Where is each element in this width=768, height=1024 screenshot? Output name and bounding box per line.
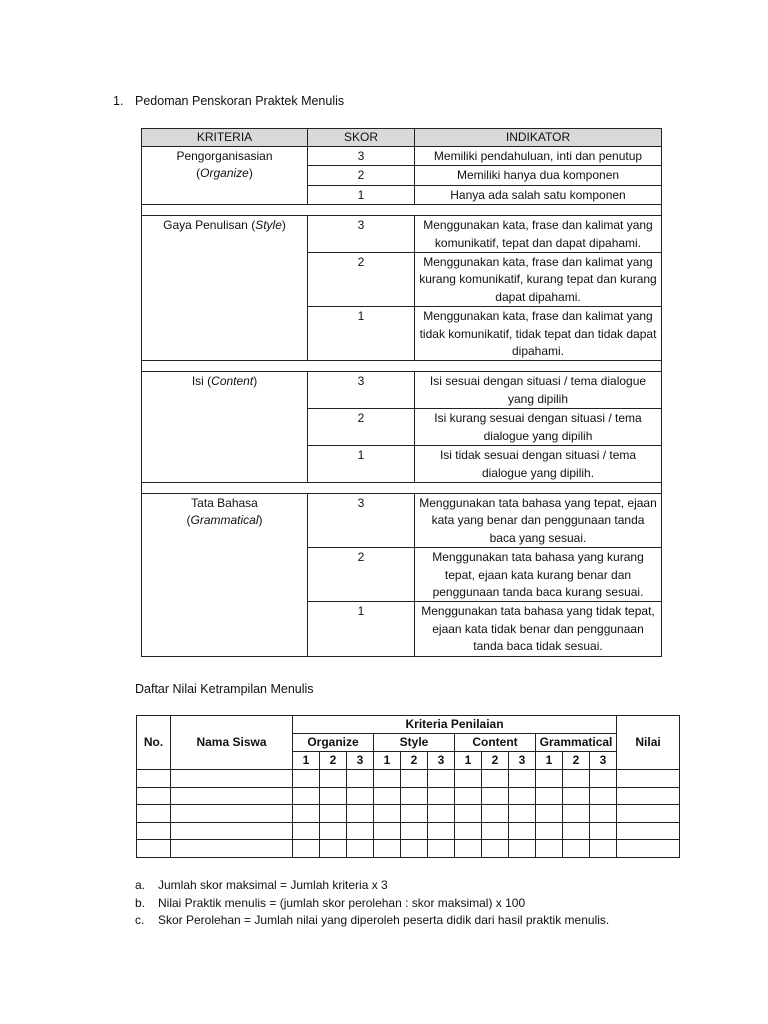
rubric-row [142, 493, 662, 547]
score-cell: 1 [308, 602, 415, 656]
indicator-cell: Menggunakan kata, frase dan kalimat yang komunikatif, tepat dan dapat dipahami. [415, 216, 662, 253]
empty-cell[interactable] [320, 770, 347, 788]
note-marker: c. [135, 913, 145, 927]
empty-cell[interactable] [428, 805, 455, 823]
score-cell: 3 [308, 493, 415, 547]
header-criterion: Content [455, 734, 536, 752]
empty-cell[interactable] [374, 770, 401, 788]
grades-table [136, 715, 680, 858]
empty-cell[interactable] [401, 787, 428, 805]
score-cell: 3 [308, 147, 415, 166]
criteria-name: Pengorganisasian [176, 149, 273, 163]
indicator-cell: Isi tidak sesuai dengan situasi / tema dialogue yang dipilih. [415, 446, 662, 483]
section-heading [113, 94, 344, 108]
empty-cell[interactable] [563, 840, 590, 858]
note-text: Jumlah skor maksimal = Jumlah kriteria x 3 [158, 878, 388, 892]
table-row [137, 787, 680, 805]
empty-cell[interactable] [137, 840, 171, 858]
empty-cell[interactable] [428, 770, 455, 788]
empty-cell[interactable] [137, 822, 171, 840]
notes-list [135, 877, 609, 930]
empty-cell[interactable] [374, 822, 401, 840]
empty-cell[interactable] [590, 770, 617, 788]
empty-cell[interactable] [171, 770, 293, 788]
empty-cell[interactable] [428, 787, 455, 805]
header-score-level: 1 [293, 752, 320, 770]
empty-cell[interactable] [455, 805, 482, 823]
rubric-header-row [142, 129, 662, 147]
empty-cell[interactable] [509, 840, 536, 858]
empty-cell[interactable] [590, 787, 617, 805]
empty-cell[interactable] [347, 770, 374, 788]
note-text: Skor Perolehan = Jumlah nilai yang diperoleh peserta didik dari hasil praktik menulis. [158, 913, 610, 927]
score-cell: 1 [308, 307, 415, 361]
spacer-cell [142, 205, 662, 216]
spacer-row [142, 482, 662, 493]
header-criterion: Grammatical [536, 734, 617, 752]
score-cell: 2 [308, 409, 415, 446]
table-row [137, 805, 680, 823]
empty-cell[interactable] [617, 770, 680, 788]
empty-cell[interactable] [617, 787, 680, 805]
empty-cell[interactable] [347, 822, 374, 840]
header-score-level: 2 [563, 752, 590, 770]
score-cell: 3 [308, 372, 415, 409]
score-cell: 2 [308, 166, 415, 185]
criteria-name-en: Organize [200, 166, 249, 181]
empty-cell[interactable] [590, 805, 617, 823]
empty-cell[interactable] [374, 805, 401, 823]
empty-cell[interactable] [347, 787, 374, 805]
criteria-cell: Pengorganisasian (Organize) [142, 147, 308, 205]
indicator-cell: Menggunakan kata, frase dan kalimat yang kurang komunikatif, kurang tepat dan kurang dapat dipahami. [415, 253, 662, 307]
spacer-row [142, 361, 662, 372]
empty-cell[interactable] [171, 787, 293, 805]
empty-cell[interactable] [617, 805, 680, 823]
header-score-level: 1 [536, 752, 563, 770]
header-criterion: Organize [293, 734, 374, 752]
empty-cell[interactable] [482, 822, 509, 840]
empty-cell[interactable] [293, 787, 320, 805]
header-criterion: Style [374, 734, 455, 752]
table-row [137, 822, 680, 840]
empty-cell[interactable] [171, 840, 293, 858]
header-student-name: Nama Siswa [171, 716, 293, 770]
empty-cell[interactable] [482, 787, 509, 805]
header-score-level: 3 [509, 752, 536, 770]
criteria-name: Gaya Penulisan [163, 218, 248, 233]
empty-cell[interactable] [347, 840, 374, 858]
empty-cell[interactable] [320, 805, 347, 823]
empty-cell[interactable] [137, 805, 171, 823]
criteria-cell: Tata Bahasa (Grammatical) [142, 493, 308, 656]
indicator-cell: Isi sesuai dengan situasi / tema dialogue yang dipilih [415, 372, 662, 409]
score-cell: 2 [308, 253, 415, 307]
score-cell: 2 [308, 548, 415, 602]
empty-cell[interactable] [455, 770, 482, 788]
grades-title: Daftar Nilai Ketrampilan Menulis [135, 682, 314, 696]
note-marker: a. [135, 878, 146, 892]
indicator-cell: Menggunakan tata bahasa yang kurang tepat, ejaan kata kurang benar dan penggunaan tanda baca kurang sesuai. [415, 548, 662, 602]
indicator-cell: Hanya ada salah satu komponen [415, 185, 662, 204]
criteria-cell: Gaya Penulisan (Style) [142, 216, 308, 361]
rubric-row [142, 372, 662, 409]
empty-cell[interactable] [137, 787, 171, 805]
criteria-name: Tata Bahasa [191, 495, 258, 510]
criteria-name-en: Style [255, 218, 282, 233]
empty-cell[interactable] [617, 822, 680, 840]
empty-cell[interactable] [482, 805, 509, 823]
empty-cell[interactable] [482, 770, 509, 788]
grades-header-row-1 [137, 716, 680, 734]
note-item [135, 895, 609, 913]
spacer-cell [142, 482, 662, 493]
empty-cell[interactable] [428, 822, 455, 840]
criteria-name-en: Content [211, 374, 254, 389]
empty-cell[interactable] [293, 840, 320, 858]
score-cell: 1 [308, 185, 415, 204]
score-cell: 1 [308, 446, 415, 483]
table-row [137, 840, 680, 858]
empty-cell[interactable] [536, 840, 563, 858]
empty-cell[interactable] [401, 805, 428, 823]
empty-cell[interactable] [171, 822, 293, 840]
empty-cell[interactable] [374, 787, 401, 805]
empty-cell[interactable] [293, 770, 320, 788]
note-marker: b. [135, 895, 146, 910]
empty-cell[interactable] [563, 770, 590, 788]
empty-cell[interactable] [137, 770, 171, 788]
empty-cell[interactable] [536, 787, 563, 805]
empty-cell[interactable] [617, 840, 680, 858]
header-score-level: 3 [590, 752, 617, 770]
header-score: SKOR [308, 129, 415, 147]
empty-cell[interactable] [509, 787, 536, 805]
empty-cell[interactable] [320, 822, 347, 840]
empty-cell[interactable] [509, 822, 536, 840]
header-assessment-criteria: Kriteria Penilaian [293, 716, 617, 734]
rubric-row [142, 216, 662, 253]
score-cell: 3 [308, 216, 415, 253]
section-title: Pedoman Penskoran Praktek Menulis [135, 94, 345, 108]
scoring-rubric-table [141, 128, 662, 657]
table-row [137, 770, 680, 788]
spacer-cell [142, 361, 662, 372]
header-score-level: 3 [428, 752, 455, 770]
note-item [135, 912, 609, 930]
empty-cell[interactable] [320, 787, 347, 805]
criteria-cell: Isi (Content) [142, 372, 308, 482]
empty-cell[interactable] [401, 822, 428, 840]
header-score-level: 2 [320, 752, 347, 770]
empty-cell[interactable] [293, 805, 320, 823]
empty-cell[interactable] [563, 787, 590, 805]
rubric-row [142, 147, 662, 166]
header-score-level: 1 [455, 752, 482, 770]
header-score-level: 2 [482, 752, 509, 770]
empty-cell[interactable] [171, 805, 293, 823]
empty-cell[interactable] [509, 805, 536, 823]
header-indicator: INDIKATOR [415, 129, 662, 147]
header-score-level: 1 [374, 752, 401, 770]
section-number: 1. [113, 94, 124, 108]
empty-cell[interactable] [563, 822, 590, 840]
indicator-cell: Memiliki pendahuluan, inti dan penutup [415, 147, 662, 166]
empty-cell[interactable] [563, 805, 590, 823]
header-score-level: 2 [401, 752, 428, 770]
indicator-cell: Menggunakan kata, frase dan kalimat yang tidak komunikatif, tidak tepat dan tidak dapat dipahami. [415, 307, 662, 361]
note-item [135, 877, 609, 895]
empty-cell[interactable] [482, 840, 509, 858]
empty-cell[interactable] [401, 770, 428, 788]
note-text: Nilai Praktik menulis = (jumlah skor perolehan : skor maksimal) x 100 [158, 895, 526, 910]
header-final-score: Nilai [617, 716, 680, 770]
empty-cell[interactable] [536, 805, 563, 823]
empty-cell[interactable] [320, 840, 347, 858]
indicator-cell: Memiliki hanya dua komponen [415, 166, 662, 185]
empty-cell[interactable] [347, 805, 374, 823]
header-score-level: 3 [347, 752, 374, 770]
header-criteria: KRITERIA [142, 129, 308, 147]
criteria-name-en: Grammatical [190, 513, 259, 528]
empty-cell[interactable] [428, 840, 455, 858]
empty-cell[interactable] [536, 822, 563, 840]
spacer-row [142, 205, 662, 216]
empty-cell[interactable] [455, 840, 482, 858]
empty-cell[interactable] [509, 770, 536, 788]
empty-cell[interactable] [590, 840, 617, 858]
empty-cell[interactable] [401, 840, 428, 858]
indicator-cell: Menggunakan tata bahasa yang tidak tepat, ejaan kata tidak benar dan penggunaan tanda baca tidak sesuai. [415, 602, 662, 656]
empty-cell[interactable] [455, 787, 482, 805]
indicator-cell: Isi kurang sesuai dengan situasi / tema dialogue yang dipilih [415, 409, 662, 446]
header-no: No. [137, 716, 171, 770]
empty-cell[interactable] [455, 822, 482, 840]
empty-cell[interactable] [374, 840, 401, 858]
indicator-cell: Menggunakan tata bahasa yang tepat, ejaan kata yang benar dan penggunaan tanda baca yang sesuai. [415, 493, 662, 547]
empty-cell[interactable] [536, 770, 563, 788]
empty-cell[interactable] [293, 822, 320, 840]
criteria-name: Isi [191, 374, 204, 389]
empty-cell[interactable] [590, 822, 617, 840]
